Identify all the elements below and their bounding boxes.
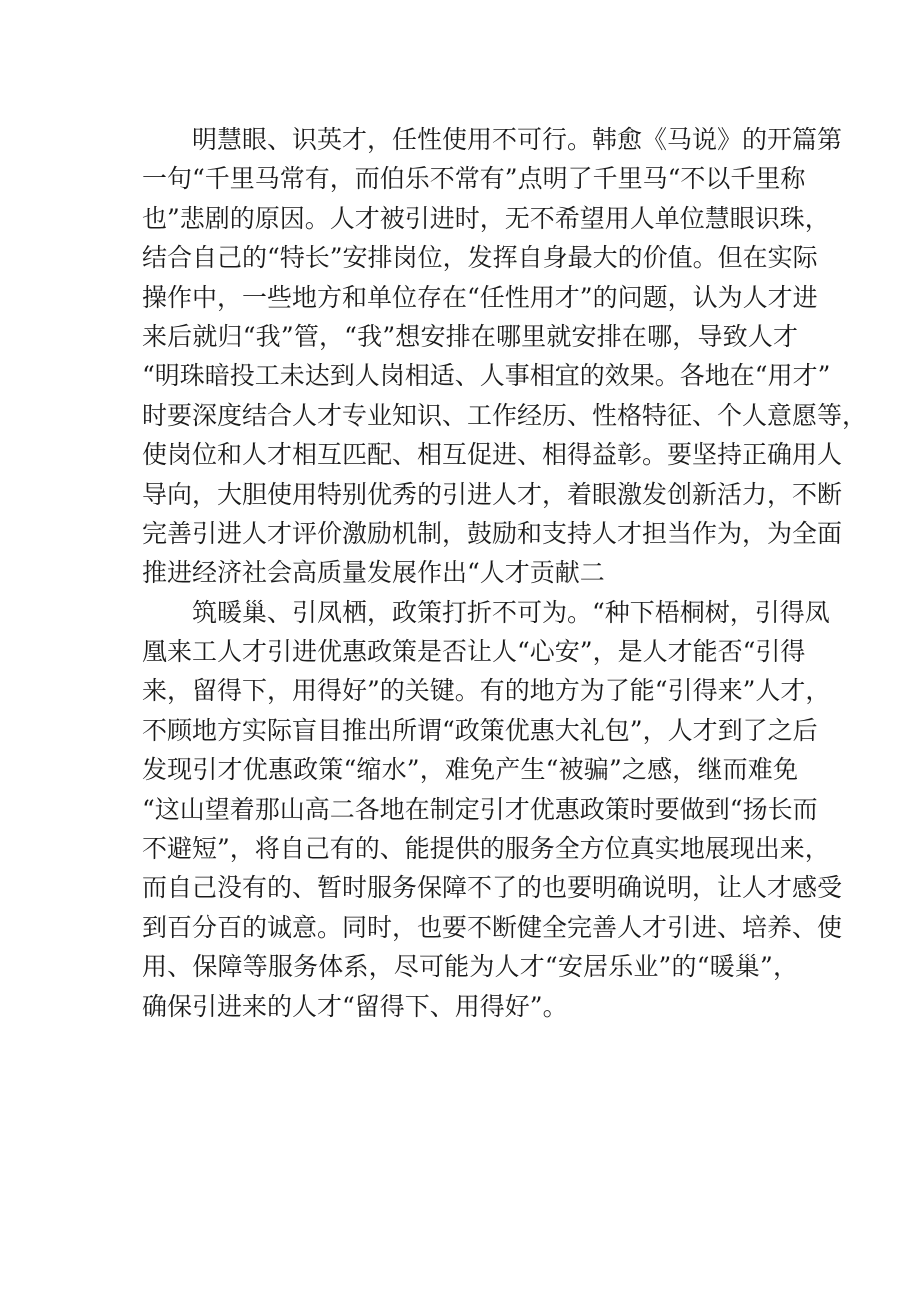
paragraph-talent-use (142, 120, 868, 593)
paragraph-line: 导向，大胆使用特别优秀的引进人才，着眼激发创新活力，不断 (142, 479, 843, 509)
paragraph-line: “明珠暗投工未达到人岗相适、人事相宜的效果。各地在“用才” (142, 361, 831, 391)
paragraph-line: “这山望着那山高二各地在制定引才优惠政策时要做到“扬长而 (142, 794, 818, 824)
paragraph-line: 操作中，一些地方和单位存在“任性用才”的问题，认为人才进 (142, 282, 818, 312)
paragraph-line: 推进经济社会高质量发展作出“人才贡献二 (142, 558, 605, 588)
paragraph-line: 用、保障等服务体系，尽可能为人才“安居乐业”的“暖巢”， (142, 952, 798, 982)
paragraph-line: 结合自己的“特长”安排岗位，发挥自身最大的价值。但在实际 (142, 243, 818, 273)
paragraph-line: 一句“千里马常有，而伯乐不常有”点明了千里马“不以千里称 (142, 164, 806, 194)
paragraph-line: 确保引进来的人才“留得下、用得好”。 (142, 991, 568, 1021)
paragraph-line: 不顾地方实际盲目推出所谓“政策优惠大礼包”，人才到了之后 (142, 715, 818, 745)
paragraph-line: 使岗位和人才相互匹配、相互促进、相得益彰。要坚持正确用人 (142, 440, 843, 470)
paragraph-line: 不避短”，将自己有的、能提供的服务全方位真实地展现出来， (142, 834, 830, 864)
paragraph-line: 明慧眼、识英才，任性使用不可行。韩愈《马说》的开篇第 (192, 125, 843, 154)
paragraph-line: 来后就归“我”管，“我”想安排在哪里就安排在哪，导致人才 (142, 321, 798, 351)
paragraph-line: 也”悲剧的原因。人才被引进时，无不希望用人单位慧眼识珠， (142, 203, 830, 233)
paragraph-line: 筑暖巢、引凤栖，政策打折不可为。“种下梧桐树，引得凤 (192, 597, 830, 627)
paragraph-line: 时要深度结合人才专业知识、工作经历、性格特征、个人意愿等， (142, 400, 868, 430)
paragraph-line: 到百分百的诚意。同时，也要不断健全完善人才引进、培养、使 (142, 912, 843, 942)
paragraph-line: 而自己没有的、暂时服务保障不了的也要明确说明，让人才感受 (142, 873, 843, 903)
paragraph-line: 发现引才优惠政策“缩水”，难免产生“被骗”之感，继而难免 (142, 755, 798, 785)
paragraph-line: 凰来工人才引进优惠政策是否让人“心安”，是人才能否“引得 (142, 637, 806, 667)
paragraph-talent-policy (142, 593, 843, 1026)
paragraph-line: 来，留得下，用得好”的关键。有的地方为了能“引得来”人才， (142, 676, 831, 706)
paragraph-line: 完善引进人才评价激励机制，鼓励和支持人才担当作为，为全面 (142, 518, 843, 548)
document-body (142, 120, 868, 1026)
